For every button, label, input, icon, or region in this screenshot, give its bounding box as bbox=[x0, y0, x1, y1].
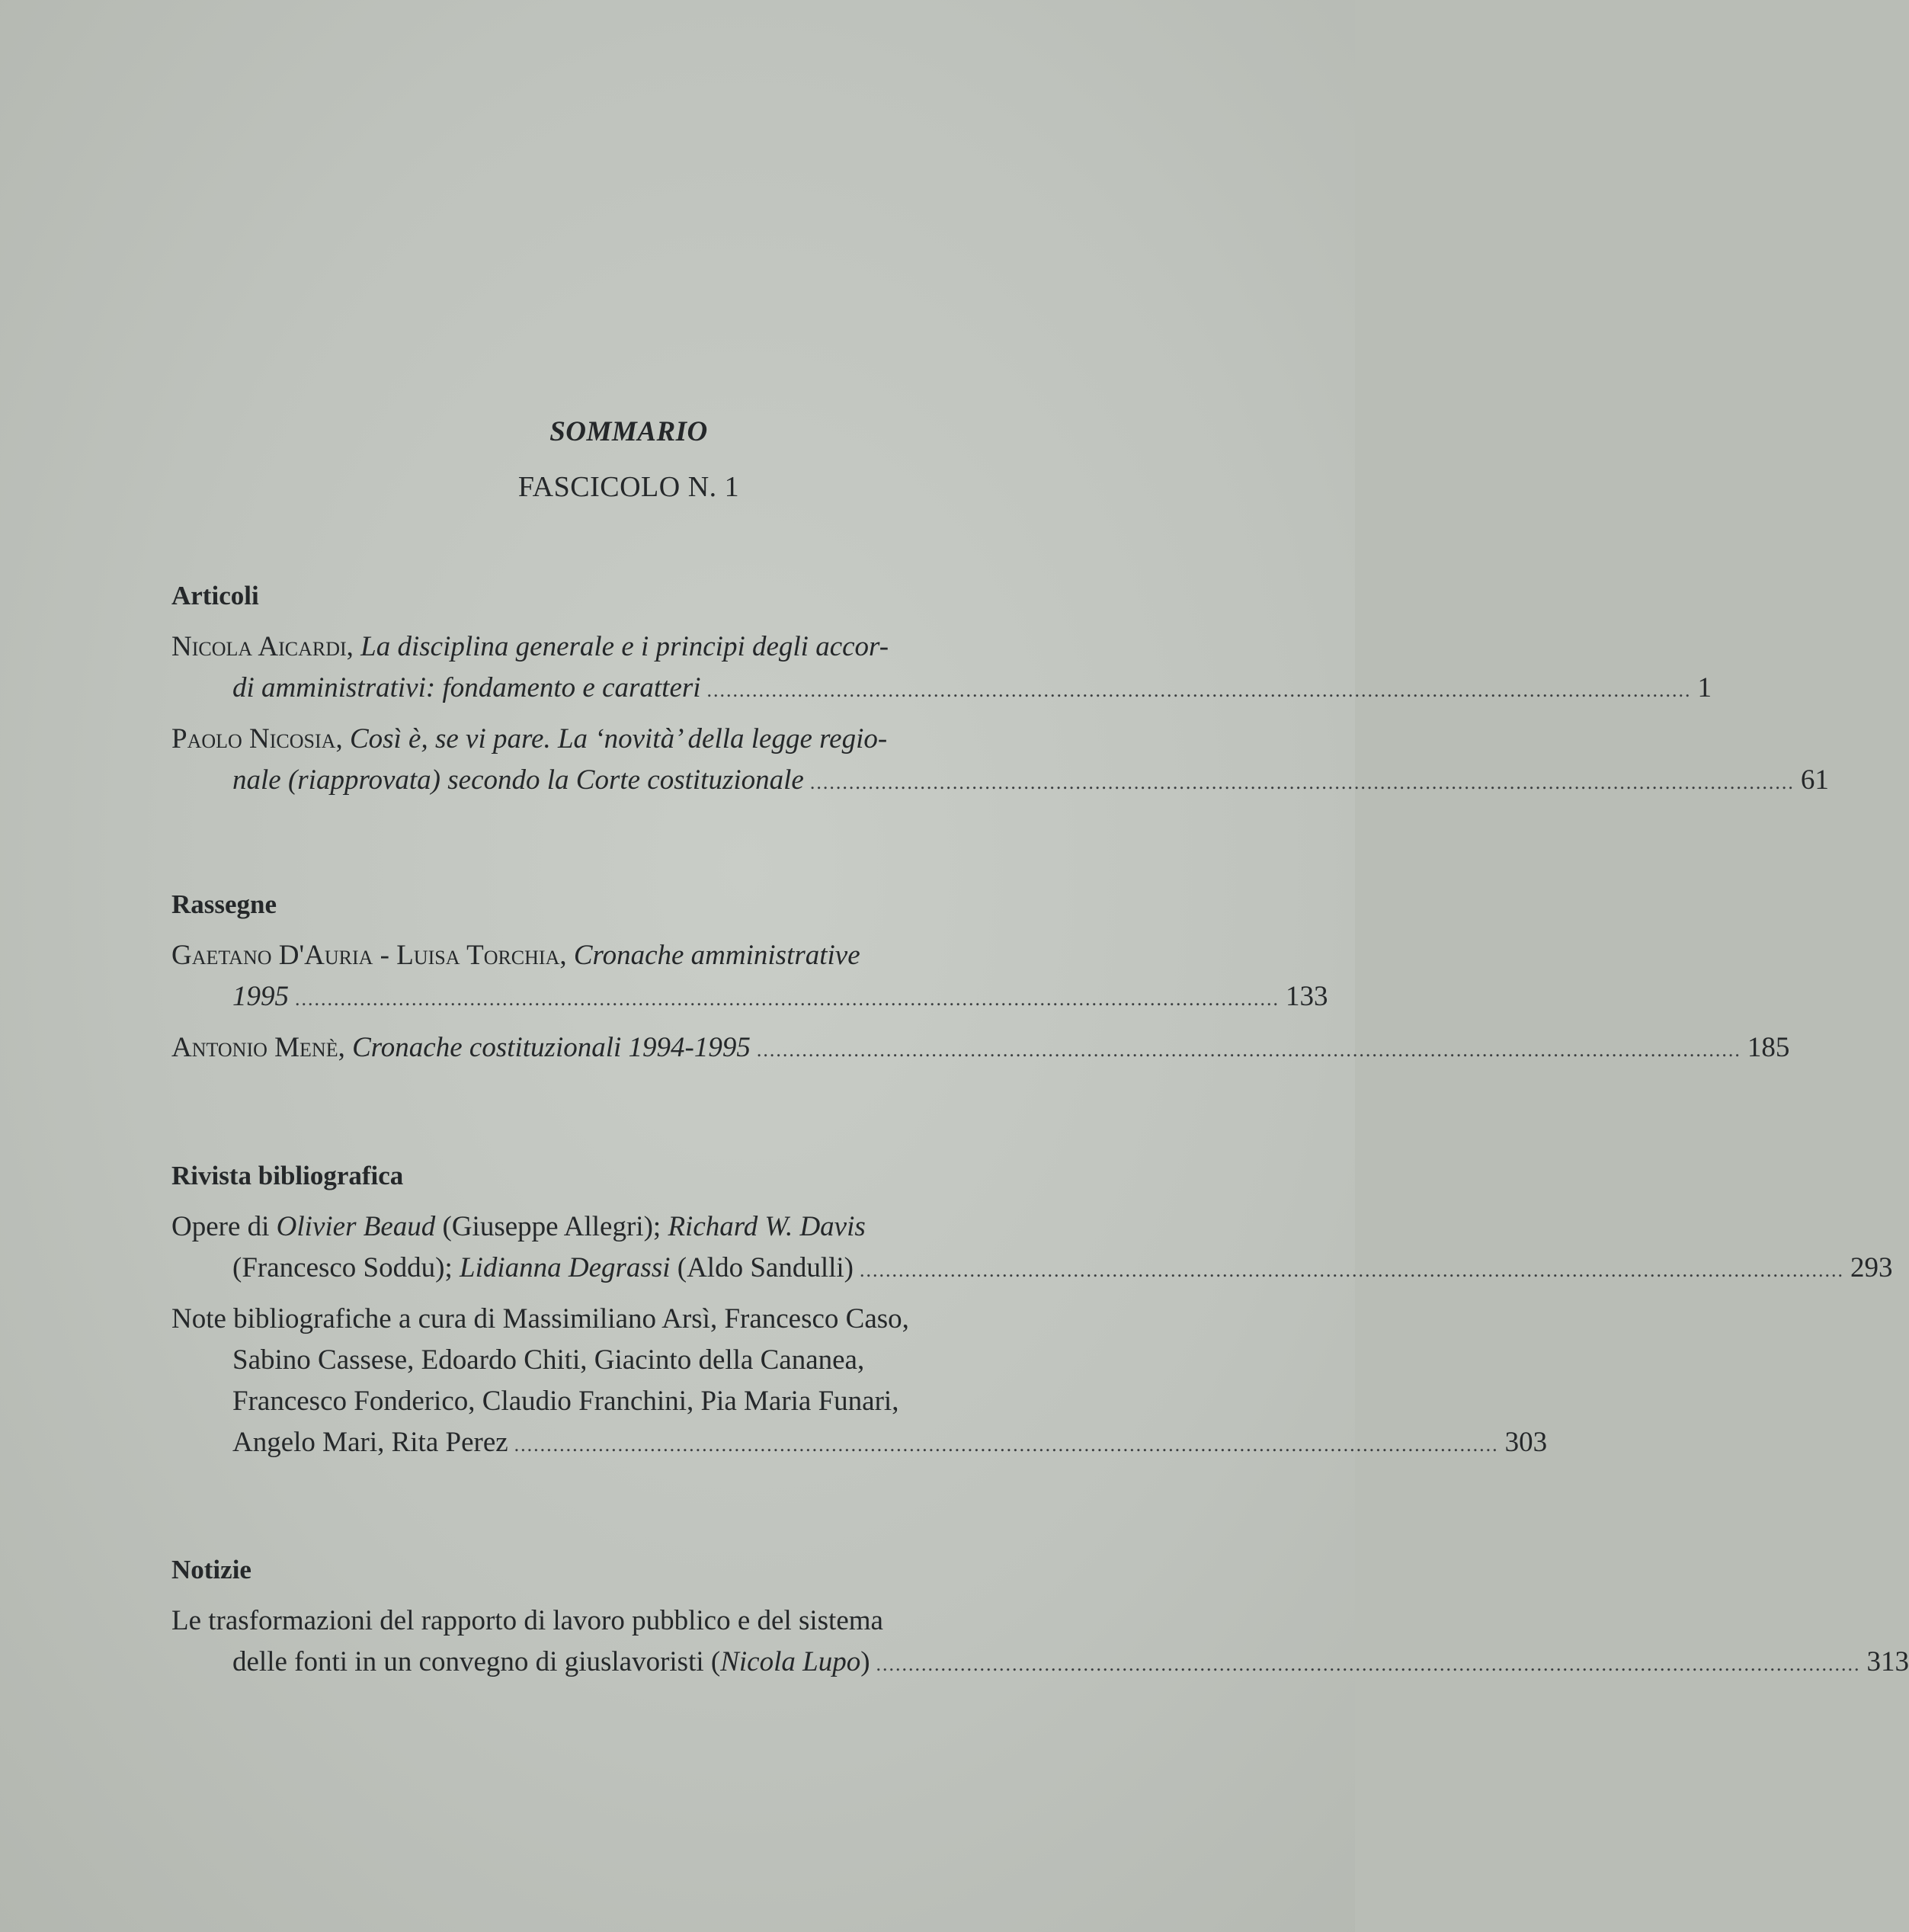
issue-subtitle: FASCICOLO N. 1 bbox=[517, 471, 740, 503]
entry-author: Paolo Nicosia bbox=[171, 723, 336, 755]
entry-title-cont: 1995 bbox=[232, 981, 289, 1012]
section-rivista-bibliografica bbox=[171, 1161, 1893, 1473]
entry-author: Gaetano D'Auria - Luisa Torchia bbox=[171, 940, 560, 971]
dot-leader: ........................................................................................................................................................ bbox=[809, 771, 1795, 793]
entry-text: Le trasformazioni del rapporto di lavoro pubblico e del sistema bbox=[171, 1605, 883, 1636]
entry-author: Nicola Lupo bbox=[720, 1646, 861, 1677]
toc-entry: Antonio Menè, Cronache costituzionali 1994-1995 ........................................................................................................................................................ 185 bbox=[171, 1027, 1090, 1071]
entry-title-cont: di amministrativi: fondamento e caratteri bbox=[232, 672, 701, 703]
toc-entry: Nicola Aicardi, La disciplina generale e i principi degli accor- di amministrativi: fondamento e caratteri ........................................................................................................................................................ 1 bbox=[171, 626, 1090, 711]
page-number: 303 bbox=[1504, 1427, 1548, 1458]
entry-text: Angelo Mari, Rita Perez bbox=[232, 1427, 508, 1458]
entry-text: Francesco Fonderico, Claudio Franchini, Pia Maria Funari, bbox=[232, 1386, 899, 1417]
section-articoli bbox=[171, 581, 1829, 811]
page-number: 185 bbox=[1747, 1032, 1790, 1063]
section-heading: Articoli bbox=[171, 581, 259, 610]
dot-leader: ........................................................................................................................................................ bbox=[860, 1259, 1844, 1281]
toc-entry: Paolo Nicosia, Così è, se vi pare. La ‘novità’ della legge regio- nale (riapprovata) secondo la Corte costituzionale ........................................................................................................................................................ 61 bbox=[171, 719, 1090, 803]
reviewer: (Aldo Sandulli) bbox=[677, 1252, 854, 1283]
closing-paren: ) bbox=[860, 1646, 870, 1677]
dot-leader: ........................................................................................................................................................ bbox=[756, 1039, 1741, 1061]
entry-author: Nicola Aicardi bbox=[171, 631, 347, 662]
page-number: 293 bbox=[1850, 1252, 1893, 1283]
reviewer: (Francesco Soddu); bbox=[232, 1252, 453, 1283]
reviewer: (Giuseppe Allegri); bbox=[442, 1211, 661, 1242]
entry-prefix: Opere di bbox=[171, 1211, 270, 1242]
entry-text: Sabino Cassese, Edoardo Chiti, Giacinto della Cananea, bbox=[232, 1344, 865, 1376]
reviewed-author: Richard W. Davis bbox=[668, 1211, 866, 1242]
entry-author: Antonio Menè bbox=[171, 1032, 338, 1063]
page-number: 61 bbox=[1800, 764, 1829, 796]
toc-entry bbox=[171, 1299, 1548, 1466]
entry-title: Cronache costituzionali 1994-1995 bbox=[352, 1032, 751, 1063]
section-heading: Notizie bbox=[171, 1555, 251, 1584]
entry-title: La disciplina generale e i principi degli accor- bbox=[360, 631, 889, 662]
entry-text: delle fonti in un convegno di giuslavoristi ( bbox=[232, 1646, 721, 1677]
dot-leader: ........................................................................................................................................................ bbox=[876, 1653, 1861, 1675]
page-title: SOMMARIO bbox=[549, 416, 708, 447]
entry-text: Note bibliografiche a cura di Massimiliano Arsì, Francesco Caso, bbox=[171, 1303, 909, 1334]
section-notizie bbox=[171, 1555, 1909, 1693]
reviewed-author: Olivier Beaud bbox=[276, 1211, 436, 1242]
dot-leader: ........................................................................................................................................................ bbox=[514, 1434, 1499, 1456]
entry-title: Cronache amministrative bbox=[573, 940, 860, 971]
page-number: 1 bbox=[1697, 672, 1712, 703]
toc-entry bbox=[171, 1600, 1909, 1685]
entry-title: Così è, se vi pare. La ‘novità’ della legge regio- bbox=[349, 723, 888, 755]
toc-entry bbox=[171, 1206, 1893, 1291]
page-number: 313 bbox=[1866, 1646, 1909, 1677]
section-heading: Rassegne bbox=[171, 889, 277, 919]
entry-title-cont: nale (riapprovata) secondo la Corte costituzionale bbox=[232, 764, 804, 796]
section-heading: Rivista bibliografica bbox=[171, 1161, 404, 1190]
dot-leader: ........................................................................................................................................................ bbox=[295, 988, 1280, 1010]
page-number: 133 bbox=[1286, 981, 1328, 1012]
toc-entry: Gaetano D'Auria - Luisa Torchia, Cronache amministrative 1995 ........................................................................................................................................................ 133 bbox=[171, 935, 1090, 1020]
section-rassegne bbox=[171, 889, 1790, 1078]
reviewed-author: Lidianna Degrassi bbox=[460, 1252, 671, 1283]
dot-leader: ........................................................................................................................................................ bbox=[706, 679, 1692, 701]
